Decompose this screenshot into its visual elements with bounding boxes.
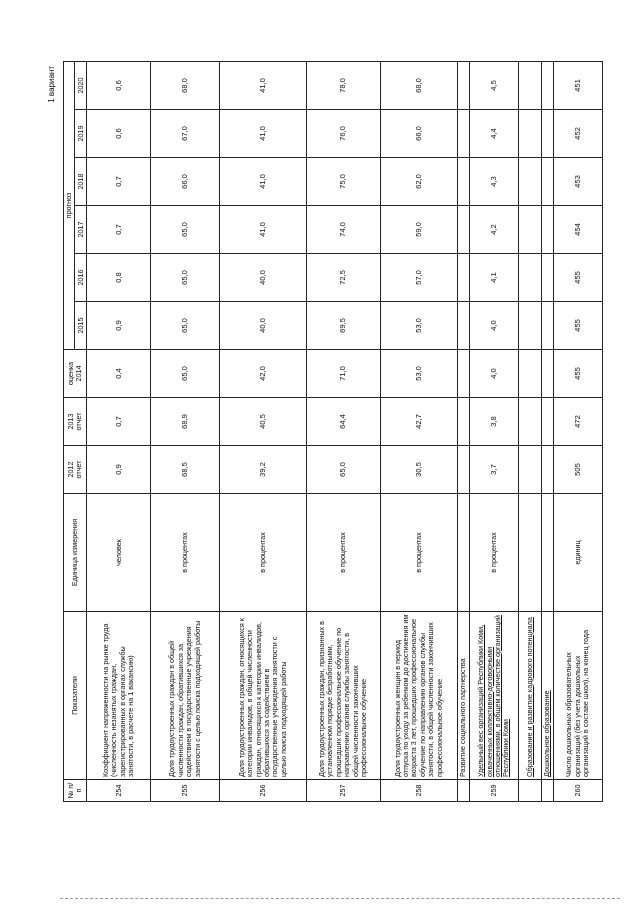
header-year-2014: оценка 2014 — [64, 350, 87, 398]
table-row — [306, 61, 380, 801]
value-cell: 59,0 — [380, 206, 457, 254]
section-title: Развитие социального партнерства — [458, 612, 470, 780]
value-cell: 472 — [553, 398, 602, 446]
row-number: 254 — [87, 780, 151, 802]
indicator-cell: Доля трудоустроенных граждан, относящихся к категории инвалидов, в общей численности граждан, относящихся к категории инвалидов, обратившихся за содействием в государственные учреждения занятости с целью поиска подходящей работы — [220, 612, 306, 780]
unit-cell: в процентах — [220, 494, 306, 612]
unit-cell: человек — [87, 494, 151, 612]
indicator-cell: Число дошкольных образовательных организаций (без учета дошкольных организаций в составе школ), на конец года — [553, 612, 602, 780]
value-cell: 40,0 — [220, 302, 306, 350]
value-cell: 0,9 — [87, 302, 151, 350]
value-cell: 67,0 — [151, 110, 220, 158]
row-number: 259 — [469, 780, 518, 802]
value-cell: 68,5 — [151, 446, 220, 494]
indicator-cell: Удельный вес организаций Республики Коми, охваченных коллективно-договорными отношениями, в общем количестве организаций Республики Коми — [469, 612, 518, 780]
value-cell: 4,0 — [469, 350, 518, 398]
header-year-2015: 2015 — [75, 302, 87, 350]
row-number: 255 — [151, 780, 220, 802]
value-cell: 0,7 — [87, 158, 151, 206]
value-cell: 66,0 — [380, 110, 457, 158]
value-cell: 4,1 — [469, 254, 518, 302]
value-cell: 4,3 — [469, 158, 518, 206]
header-year-2012: 2012 отчет — [64, 446, 87, 494]
value-cell: 53,0 — [380, 350, 457, 398]
row-number: 257 — [306, 780, 380, 802]
value-cell: 455 — [553, 302, 602, 350]
scan-artifact-line — [60, 898, 620, 899]
header-year-2020: 2020 — [75, 61, 87, 109]
unit-cell: в процентах — [469, 494, 518, 612]
value-cell: 41,0 — [220, 110, 306, 158]
value-cell: 4,0 — [469, 302, 518, 350]
indicator-cell: Доля трудоустроенных граждан, признанных в установленном порядке безработными, прошедших профессиональное обучение по направлению органов службы занятости, в общей численности закончивших профессиональное обучение — [306, 612, 380, 780]
value-cell: 0,8 — [87, 254, 151, 302]
row-number: 256 — [220, 780, 306, 802]
value-cell: 455 — [553, 350, 602, 398]
value-cell: 65,0 — [151, 350, 220, 398]
value-cell: 40,0 — [220, 254, 306, 302]
value-cell: 0,4 — [87, 350, 151, 398]
section-row — [458, 61, 470, 801]
rotated-page — [47, 62, 603, 802]
value-cell: 68,0 — [151, 61, 220, 109]
indicator-cell: Коэффициент напряженности на рынке труда (численность незанятых граждан, зарегистрированных в органах службы занятости, в расчете на 1 вакансию) — [87, 612, 151, 780]
variant-label: 1 вариант — [47, 66, 56, 103]
section-title: Образование и развитие кадрового потенциала — [519, 612, 542, 780]
value-cell: 4,5 — [469, 61, 518, 109]
value-cell: 505 — [553, 446, 602, 494]
header-forecast-group: прогноз — [64, 61, 75, 349]
value-cell: 74,0 — [306, 206, 380, 254]
value-cell: 453 — [553, 158, 602, 206]
value-cell: 0,9 — [87, 446, 151, 494]
value-cell: 0,6 — [87, 110, 151, 158]
unit-cell: единиц — [553, 494, 602, 612]
value-cell: 455 — [553, 254, 602, 302]
value-cell: 42,7 — [380, 398, 457, 446]
value-cell: 41,0 — [220, 206, 306, 254]
value-cell: 65,0 — [151, 254, 220, 302]
value-cell: 64,4 — [306, 398, 380, 446]
value-cell: 65,0 — [306, 446, 380, 494]
value-cell: 78,0 — [306, 61, 380, 109]
header-no: № п/п — [64, 780, 87, 802]
value-cell: 75,0 — [306, 158, 380, 206]
value-cell: 39,2 — [220, 446, 306, 494]
header-year-2013: 2013 отчет — [64, 398, 87, 446]
header-year-2016: 2016 — [75, 254, 87, 302]
value-cell: 42,0 — [220, 350, 306, 398]
row-number: 260 — [553, 780, 602, 802]
section-row — [541, 61, 553, 801]
value-cell: 451 — [553, 61, 602, 109]
table-row — [380, 61, 457, 801]
value-cell: 53,0 — [380, 302, 457, 350]
table-row — [469, 61, 518, 801]
indicator-cell: Доля трудоустроенных женщин в период отпуска по уходу за ребенком до достижения им возраста 3 лет, прошедших профессиональное обучение по направлению органов службы занятости, в общей численности закончивших профессиональное обучение — [380, 612, 457, 780]
value-cell: 454 — [553, 206, 602, 254]
value-cell: 3,8 — [469, 398, 518, 446]
value-cell: 65,0 — [151, 206, 220, 254]
indicators-table — [63, 61, 603, 802]
value-cell: 72,5 — [306, 254, 380, 302]
value-cell: 66,0 — [151, 158, 220, 206]
section-title: Дошкольное образование — [541, 612, 553, 780]
table-row — [87, 61, 151, 801]
header-indicator: Показатели — [64, 612, 87, 780]
value-cell: 0,6 — [87, 61, 151, 109]
header-year-2018: 2018 — [75, 158, 87, 206]
value-cell: 0,7 — [87, 398, 151, 446]
value-cell: 69,5 — [306, 302, 380, 350]
value-cell: 76,0 — [306, 110, 380, 158]
value-cell: 4,2 — [469, 206, 518, 254]
value-cell: 0,7 — [87, 206, 151, 254]
unit-cell: в процентах — [380, 494, 457, 612]
unit-cell: в процентах — [151, 494, 220, 612]
header-unit: Единица измерения — [64, 494, 87, 612]
value-cell: 57,0 — [380, 254, 457, 302]
value-cell: 71,0 — [306, 350, 380, 398]
header-year-2017: 2017 — [75, 206, 87, 254]
value-cell: 65,0 — [151, 302, 220, 350]
value-cell: 452 — [553, 110, 602, 158]
value-cell: 68,0 — [380, 61, 457, 109]
header-year-2019: 2019 — [75, 110, 87, 158]
unit-cell: в процентах — [306, 494, 380, 612]
table-row — [151, 61, 220, 801]
value-cell: 41,0 — [220, 158, 306, 206]
value-cell: 68,9 — [151, 398, 220, 446]
value-cell: 62,0 — [380, 158, 457, 206]
value-cell: 4,4 — [469, 110, 518, 158]
table-row — [220, 61, 306, 801]
indicator-cell: Доля трудоустроенных граждан в общей численности граждан, обратившихся за содействием в государственные учреждения занятости с целью поиска подходящей работы — [151, 612, 220, 780]
value-cell: 40,5 — [220, 398, 306, 446]
value-cell: 30,5 — [380, 446, 457, 494]
section-row — [519, 61, 542, 801]
value-cell: 41,0 — [220, 61, 306, 109]
row-number: 258 — [380, 780, 457, 802]
value-cell: 3,7 — [469, 446, 518, 494]
table-row — [553, 61, 602, 801]
